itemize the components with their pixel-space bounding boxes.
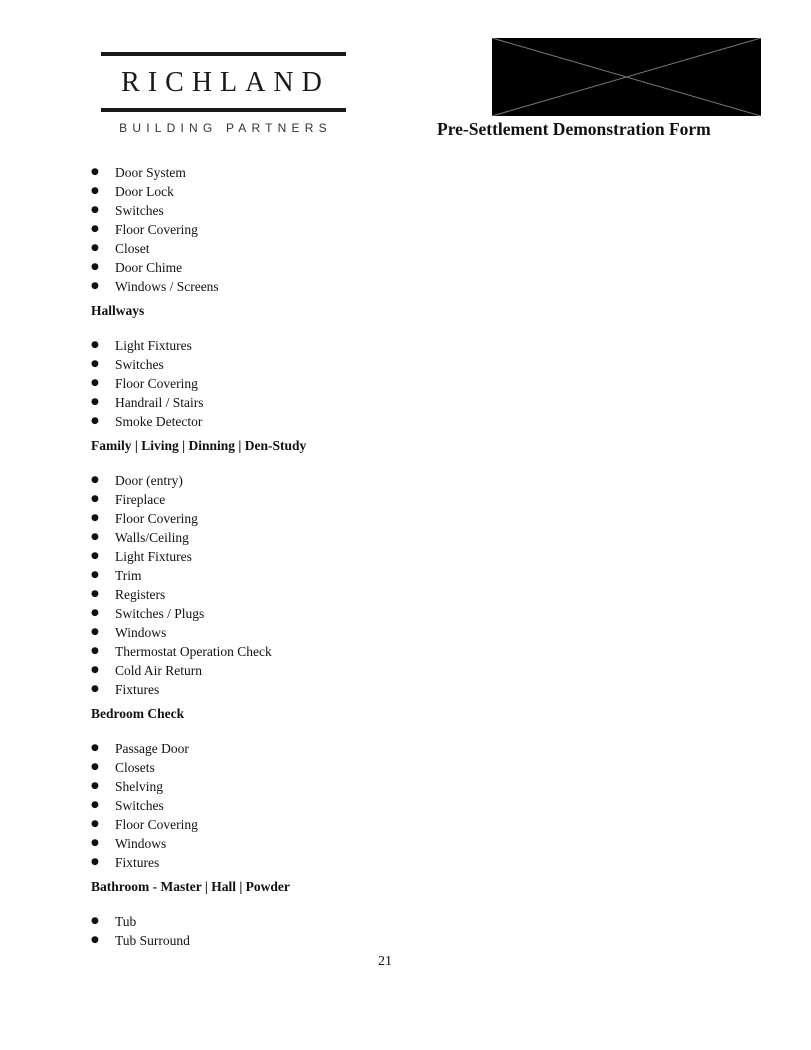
- bullet-icon: ●: [91, 646, 99, 656]
- page-number: 21: [378, 954, 392, 969]
- bullet-icon: ●: [91, 262, 99, 272]
- list-item: [0, 853, 811, 872]
- list-item-label: Floor Covering: [115, 376, 198, 391]
- bullet-icon: ●: [91, 167, 99, 177]
- list-item: [0, 182, 811, 201]
- list-item-label: Trim: [115, 568, 142, 583]
- bullet-icon: ●: [91, 513, 99, 523]
- list-item-label: Tub: [115, 914, 137, 929]
- list-item-label: Windows: [115, 625, 167, 640]
- bullet-icon: ●: [91, 935, 99, 945]
- list-item-label: Light Fixtures: [115, 338, 192, 353]
- bullet-icon: ●: [91, 781, 99, 791]
- logo-bottom-rule: [101, 108, 346, 112]
- section-heading: Family | Living | Dinning | Den-Study: [91, 438, 307, 453]
- bullet-icon: ●: [91, 684, 99, 694]
- list-item: [0, 623, 811, 642]
- bullet-icon: ●: [91, 608, 99, 618]
- list-item-label: Light Fixtures: [115, 549, 192, 564]
- checklist-content: [0, 163, 811, 950]
- checklist: [0, 471, 811, 699]
- bullet-icon: ●: [91, 475, 99, 485]
- bullet-icon: ●: [91, 627, 99, 637]
- bullet-icon: ●: [91, 800, 99, 810]
- list-item-label: Fireplace: [115, 492, 166, 507]
- list-item: [0, 739, 811, 758]
- list-item-label: Walls/Ceiling: [115, 530, 189, 545]
- bullet-icon: ●: [91, 243, 99, 253]
- bullet-icon: ●: [91, 665, 99, 675]
- bullet-icon: ●: [91, 819, 99, 829]
- list-item-label: Door (entry): [115, 473, 183, 488]
- list-item: [0, 912, 811, 931]
- list-item: [0, 796, 811, 815]
- list-item: [0, 680, 811, 699]
- list-item: [0, 336, 811, 355]
- list-item: [0, 528, 811, 547]
- form-title: Pre-Settlement Demonstration Form: [437, 119, 711, 139]
- list-item: [0, 661, 811, 680]
- logo-name: RICHLAND: [121, 67, 330, 98]
- list-item: [0, 412, 811, 431]
- list-item-label: Registers: [115, 587, 166, 602]
- bullet-icon: ●: [91, 838, 99, 848]
- list-item: [0, 393, 811, 412]
- list-item-label: Door Chime: [115, 260, 183, 275]
- list-item: [0, 834, 811, 853]
- list-item-label: Floor Covering: [115, 817, 198, 832]
- list-item-label: Smoke Detector: [115, 414, 203, 429]
- list-item-label: Passage Door: [115, 741, 189, 756]
- list-item-label: Switches: [115, 798, 164, 813]
- list-item-label: Shelving: [115, 779, 164, 794]
- logo-top-rule: [101, 52, 346, 56]
- bullet-icon: ●: [91, 916, 99, 926]
- bullet-icon: ●: [91, 551, 99, 561]
- list-item-label: Floor Covering: [115, 511, 198, 526]
- list-item: [0, 758, 811, 777]
- list-item-label: Thermostat Operation Check: [115, 644, 272, 659]
- list-item: [0, 258, 811, 277]
- list-item-label: Windows: [115, 836, 167, 851]
- bullet-icon: ●: [91, 378, 99, 388]
- checklist: [0, 163, 811, 296]
- section-heading: Bedroom Check: [91, 706, 185, 721]
- bullet-icon: ●: [91, 205, 99, 215]
- list-item-label: Switches / Plugs: [115, 606, 205, 621]
- list-item: [0, 355, 811, 374]
- list-item: [0, 471, 811, 490]
- list-item: [0, 277, 811, 296]
- image-placeholder: [492, 38, 761, 116]
- bullet-icon: ●: [91, 743, 99, 753]
- bullet-icon: ●: [91, 494, 99, 504]
- list-item: [0, 566, 811, 585]
- list-item: [0, 239, 811, 258]
- bullet-icon: ●: [91, 532, 99, 542]
- list-item-label: Fixtures: [115, 855, 160, 870]
- list-item: [0, 777, 811, 796]
- bullet-icon: ●: [91, 857, 99, 867]
- bullet-icon: ●: [91, 186, 99, 196]
- list-item: [0, 931, 811, 950]
- list-item-label: Floor Covering: [115, 222, 198, 237]
- list-item-label: Closets: [115, 760, 155, 775]
- bullet-icon: ●: [91, 570, 99, 580]
- list-item: [0, 490, 811, 509]
- list-item-label: Windows / Screens: [115, 279, 219, 294]
- list-item: [0, 220, 811, 239]
- list-item-label: Cold Air Return: [115, 663, 202, 678]
- list-item: [0, 815, 811, 834]
- list-item-label: Closet: [115, 241, 150, 256]
- list-item: [0, 604, 811, 623]
- bullet-icon: ●: [91, 281, 99, 291]
- bullet-icon: ●: [91, 762, 99, 772]
- list-item: [0, 509, 811, 528]
- section-heading: Bathroom - Master | Hall | Powder: [91, 879, 290, 894]
- list-item-label: Switches: [115, 203, 164, 218]
- checklist: [0, 739, 811, 872]
- checklist: [0, 912, 811, 950]
- bullet-icon: ●: [91, 397, 99, 407]
- bullet-icon: ●: [91, 589, 99, 599]
- company-logo: [101, 52, 346, 142]
- list-item: [0, 585, 811, 604]
- list-item-label: Door System: [115, 165, 186, 180]
- list-item-label: Tub Surround: [115, 933, 190, 948]
- list-item: [0, 547, 811, 566]
- section-heading: Hallways: [91, 303, 145, 318]
- bullet-icon: ●: [91, 224, 99, 234]
- bullet-icon: ●: [91, 359, 99, 369]
- logo-subtitle: BUILDING PARTNERS: [119, 121, 332, 135]
- bullet-icon: ●: [91, 340, 99, 350]
- list-item-label: Switches: [115, 357, 164, 372]
- bullet-icon: ●: [91, 416, 99, 426]
- list-item-label: Door Lock: [115, 184, 174, 199]
- list-item: [0, 642, 811, 661]
- list-item: [0, 374, 811, 393]
- list-item: [0, 163, 811, 182]
- list-item-label: Handrail / Stairs: [115, 395, 204, 410]
- list-item: [0, 201, 811, 220]
- list-item-label: Fixtures: [115, 682, 160, 697]
- checklist: [0, 336, 811, 431]
